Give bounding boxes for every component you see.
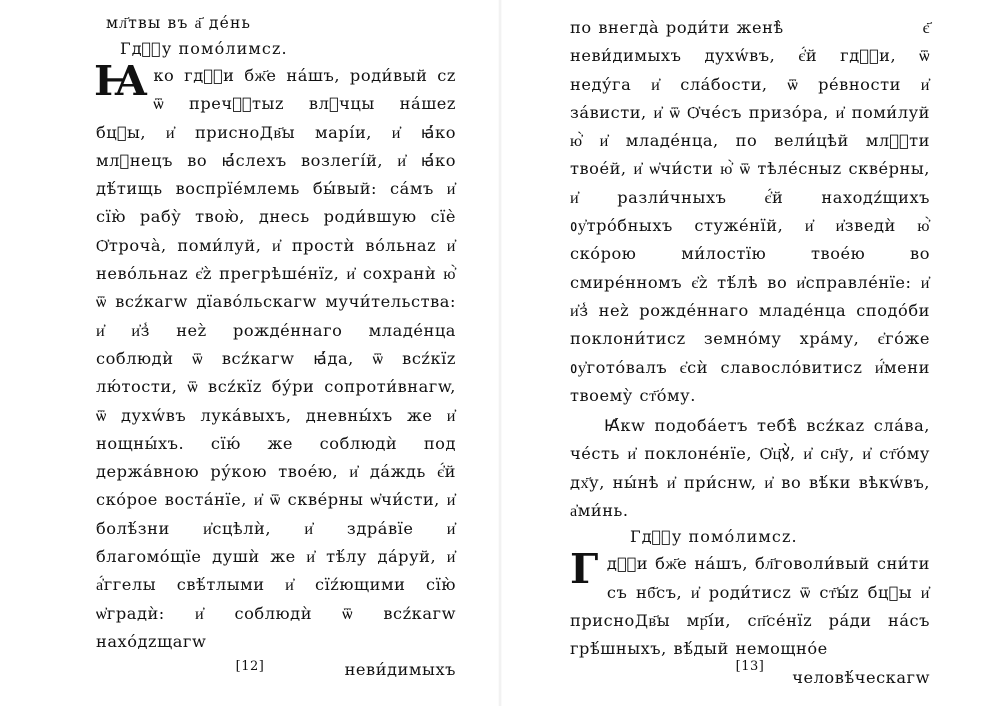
last-paragraph-text: дⷭ҇и бж҃е на́шъ, бл҃говоли́вый сни́ти съ нб҃съ, и҆ роди́тисz ѿ ст҃ы́z бцⷣы и҆ присноДв҃ы мр҃і́и, сп҃се́нїz ра́ди на́съ грѣ́шныхъ, вѣ́дый немощно́е xyxy=(570,554,930,659)
right-page-last-paragraph xyxy=(570,545,930,663)
right-page xyxy=(500,0,1000,706)
left-page-paragraph xyxy=(94,57,456,656)
first-line-text: по внегда̀ роди́ти женѣ̀ xyxy=(570,18,784,37)
right-page-first-line xyxy=(570,14,930,42)
folio-right: [13] xyxy=(735,659,765,674)
last-line-text: неви́димыхъ xyxy=(344,660,456,680)
running-head: мл҃твы въ а҃ де́нь xyxy=(106,14,252,32)
right-page-paragraph-continued: неви́димыхъ духẃвъ, є҆́й гдⷭ҇и, ѿ неду́га и҆ сла́бости, ѿ ре́вности и҆ за́висти, и҆ ѿ Ѻ҆че́съ призо́ра, и҆ поми́луй ю҆̀ и҆ младе́нца, по вели́цѣй млⷭ҇ти твое́й, и҆ ѡ҆чи́сти ю҆̀ ѿ тѣле́сныz скве́рны, и҆ разли́чныхъ є҆́й находźщихъ ᲂу҆тро́бныхъ стуже́нїй, и҆ и҆зведѝ ю҆̀ ско́рою ми́лостїю твое́ю во смире́нномъ є҆z̀ тѣ́лѣ во и҆справле́нїе: и҆ и҆з̾ неz̀ рожде́ннаго младе́нца сподо́би поклони́тисz земно́му хра́му, є҆го́же ᲂу҆гото́валъ є҆сѝ славосло́витисz и҆́мени твоему̀ ст҃о́му. xyxy=(570,46,930,405)
right-page-doxology xyxy=(570,412,930,525)
drop-capital-right: Г xyxy=(570,545,599,594)
last-line-text-right: человѣ́ческагw xyxy=(792,667,930,687)
folio-left: [12] xyxy=(235,659,265,674)
marginal-signature: є҃ xyxy=(922,18,930,37)
rubric-heading-right: Гдⷭ҇у помо́лимсz. xyxy=(630,527,798,547)
rubric-heading: Гдⷭ҇у помо́лимсz. xyxy=(120,39,288,58)
drop-capital: Ꙗ xyxy=(94,57,148,105)
doxology-text: Ꙗ҆́кw подоба́етъ тебѣ̀ всźкаz сла́ва, че́сть и҆ поклоне́нїе, Ѻ҆ц҃ꙋ̀, и҆ сн҃у, и҆ ст҃о́му дх҃у, ны́нѣ и҆ при́снw, и҆ во вѣ́ки вѣкẃвъ, а҆ми́нь. xyxy=(570,416,930,521)
paragraph-text: ко гдⷭ҇и бж҃е на́шъ, роди́вый сz ѿ пречⷭ҇тыz влⷣчцы на́шеz бцⷣы, и҆ присноДв҃ы марі́и, и҆ ꙗ҆́ко млⷣнецъ во ꙗ҆́слехъ возлегі́й, и҆ ꙗ҆́ко дѣ́тищь воспрїе́млемь бы́вый: са́мъ и҆ сїю̀ рабу̀ твою̀, днесь роди́вшую сїѐ Ѻ҆троча̀, поми́луй, и҆ простѝ во́льнаz и҆ нево́льнаz є҆z̀ прегрѣше́нїz, и҆ сохранѝ ю҆̀ ѿ всźкагw дїаво́льскагw мучи́тельства: и҆ и҆з̾ неz̀ рожде́ннаго младе́нца соблюдѝ ѿ всźкагw ꙗ҆́да, ѿ всźкїz лю́тости, ѿ всźкїz бу́ри сопроти́внагw, ѿ духẃвъ лука́выхъ, дневны́хъ же и҆ нощны́хъ. сїю́ же соблюдѝ под держа́вною ру́кою твое́ю, и҆ да́ждь є҆́й ско́рое воста́нїе, и҆ ѿ скве́рны ѡ҆чи́сти, и҆ болѣ́зни и҆сцѣлѝ, и҆ здра́вїе и҆ благомо́щїе душѝ же и҆ тѣ́лу да́руй, и҆ а҆́ггелы свѣ́тлыми и҆ сїźющими сїю̀ ѡ҆градѝ: и҆ соблюдѝ ѿ всźкагw нахо́дzщагw xyxy=(96,66,456,651)
